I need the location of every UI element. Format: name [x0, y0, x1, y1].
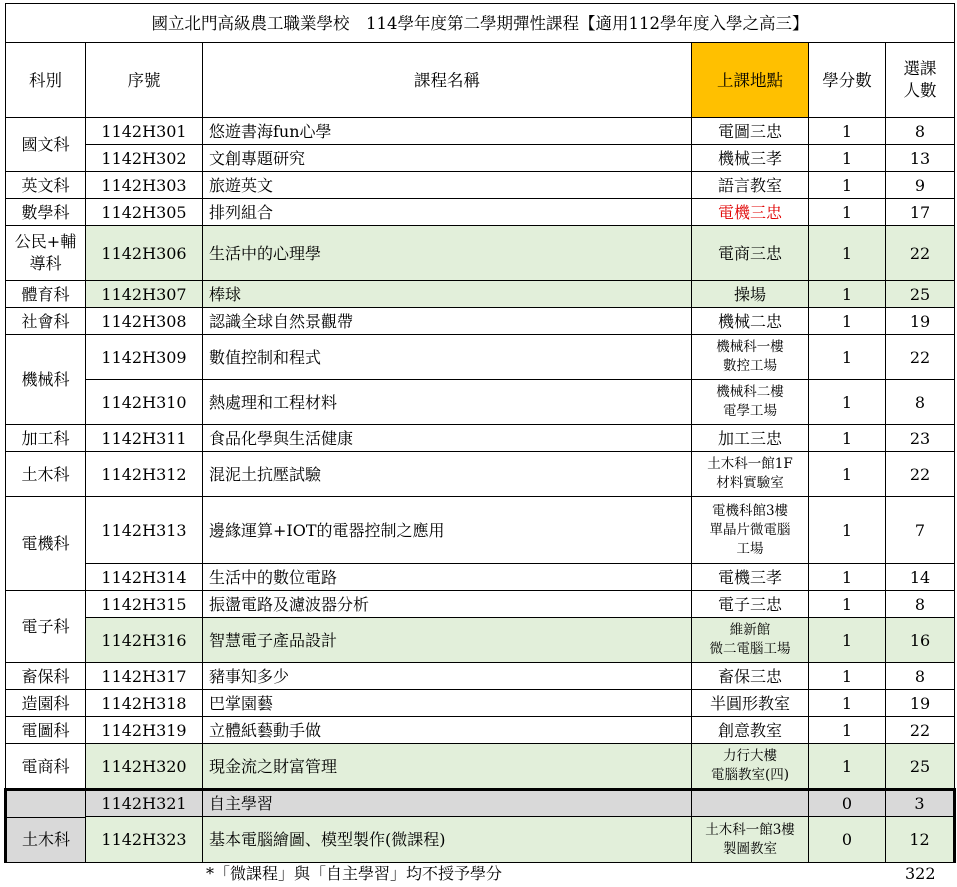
code-cell: 1142H316 [86, 618, 203, 663]
count-cell: 22 [886, 717, 955, 744]
credits-cell: 1 [809, 380, 886, 425]
count-cell: 12 [886, 817, 955, 863]
table-row [6, 817, 955, 863]
location-cell: 機械二忠 [692, 308, 809, 335]
course-cell: 數值控制和程式 [203, 335, 692, 380]
credits-cell: 1 [809, 452, 886, 497]
table-row [6, 591, 955, 618]
course-cell: 生活中的數位電路 [203, 564, 692, 591]
location-cell: 畜保三忠 [692, 663, 809, 690]
course-cell: 認識全球自然景觀帶 [203, 308, 692, 335]
code-cell: 1142H301 [86, 118, 203, 145]
dept-cell: 機械科 [6, 335, 86, 425]
location-cell: 機械三孝 [692, 145, 809, 172]
table-row [6, 380, 955, 425]
code-cell: 1142H317 [86, 663, 203, 690]
code-cell: 1142H311 [86, 425, 203, 452]
code-cell: 1142H314 [86, 564, 203, 591]
dept-cell: 電商科 [6, 744, 86, 790]
header-enrollment: 選課 人數 [886, 43, 955, 118]
table-row [6, 145, 955, 172]
credits-cell: 1 [809, 717, 886, 744]
credits-cell: 0 [809, 790, 886, 817]
count-cell: 9 [886, 172, 955, 199]
table-row [6, 172, 955, 199]
credits-cell: 1 [809, 172, 886, 199]
header-row [6, 43, 955, 118]
location-cell: 力行大樓 電腦教室(四) [692, 744, 809, 790]
sheet-title: 國立北門高級農工職業學校 114學年度第二學期彈性課程【適用112學年度入學之高三】 [6, 4, 955, 43]
location-cell: 機械科一樓 數控工場 [692, 335, 809, 380]
code-cell: 1142H313 [86, 497, 203, 564]
location-cell: 半圓形教室 [692, 690, 809, 717]
location-cell: 機械科二樓 電學工場 [692, 380, 809, 425]
count-cell: 25 [886, 744, 955, 790]
code-cell: 1142H303 [86, 172, 203, 199]
code-cell: 1142H318 [86, 690, 203, 717]
count-cell: 3 [886, 790, 955, 817]
table-row [6, 281, 955, 308]
dept-cell: 加工科 [6, 425, 86, 452]
course-cell: 基本電腦繪圖、模型製作(微課程) [203, 817, 692, 863]
credits-cell: 1 [809, 744, 886, 790]
dept-cell: 英文科 [6, 172, 86, 199]
course-cell: 智慧電子產品設計 [203, 618, 692, 663]
table-row [6, 618, 955, 663]
dept-cell: 電機科 [6, 497, 86, 591]
table-row [6, 744, 955, 790]
header-code: 序號 [86, 43, 203, 118]
table-row [6, 452, 955, 497]
table-row [6, 308, 955, 335]
location-cell: 土木科一館3樓 製圖教室 [692, 817, 809, 863]
table-row [6, 564, 955, 591]
table-row [6, 226, 955, 281]
credits-cell: 1 [809, 118, 886, 145]
location-cell: 電商三忠 [692, 226, 809, 281]
location-cell: 語言教室 [692, 172, 809, 199]
code-cell: 1142H312 [86, 452, 203, 497]
dept-cell: 土木科 [6, 452, 86, 497]
code-cell: 1142H320 [86, 744, 203, 790]
location-cell: 電子三忠 [692, 591, 809, 618]
code-cell: 1142H321 [86, 790, 203, 817]
course-cell: 文創專題研究 [203, 145, 692, 172]
location-cell: 創意教室 [692, 717, 809, 744]
location-cell: 電機三忠 [692, 199, 809, 226]
credits-cell: 1 [809, 425, 886, 452]
header-credits: 學分數 [809, 43, 886, 118]
credits-cell: 1 [809, 690, 886, 717]
code-cell: 1142H305 [86, 199, 203, 226]
credits-cell: 1 [809, 564, 886, 591]
count-cell: 7 [886, 497, 955, 564]
code-cell: 1142H307 [86, 281, 203, 308]
course-cell: 巴掌園藝 [203, 690, 692, 717]
credits-cell: 1 [809, 591, 886, 618]
credits-cell: 1 [809, 497, 886, 564]
count-cell: 16 [886, 618, 955, 663]
count-cell: 19 [886, 308, 955, 335]
credits-cell: 1 [809, 663, 886, 690]
dept-cell: 國文科 [6, 118, 86, 172]
count-cell: 19 [886, 690, 955, 717]
dept-cell: 公民+輔導科 [6, 226, 86, 281]
code-cell: 1142H308 [86, 308, 203, 335]
location-cell: 電機科館3樓 單晶片微電腦 工場 [692, 497, 809, 564]
title-row [6, 4, 955, 43]
credits-cell: 1 [809, 199, 886, 226]
code-cell: 1142H315 [86, 591, 203, 618]
dept-cell: 電子科 [6, 591, 86, 663]
dept-cell: 數學科 [6, 199, 86, 226]
location-cell: 電機三孝 [692, 564, 809, 591]
dept-cell: 電圖科 [6, 717, 86, 744]
location-cell: 土木科一館1F 材料實驗室 [692, 452, 809, 497]
credits-cell: 0 [809, 817, 886, 863]
header-course: 課程名稱 [203, 43, 692, 118]
code-cell: 1142H302 [86, 145, 203, 172]
location-cell [692, 790, 809, 817]
course-cell: 自主學習 [203, 790, 692, 817]
code-cell: 1142H306 [86, 226, 203, 281]
location-cell: 維新館 微二電腦工場 [692, 618, 809, 663]
dept-cell: 造園科 [6, 690, 86, 717]
course-cell: 旅遊英文 [203, 172, 692, 199]
table-row [6, 335, 955, 380]
credits-cell: 1 [809, 335, 886, 380]
header-location: 上課地點 [692, 43, 809, 118]
course-cell: 生活中的心理學 [203, 226, 692, 281]
table-row [6, 663, 955, 690]
course-cell: 振盪電路及濾波器分析 [203, 591, 692, 618]
table-row [6, 497, 955, 564]
count-cell: 8 [886, 118, 955, 145]
course-cell: 豬事知多少 [203, 663, 692, 690]
table-row [6, 199, 955, 226]
course-cell: 立體紙藝動手做 [203, 717, 692, 744]
count-cell: 25 [886, 281, 955, 308]
dept-cell: 體育科 [6, 281, 86, 308]
dept-cell: 社會科 [6, 308, 86, 335]
count-cell: 8 [886, 591, 955, 618]
code-cell: 1142H310 [86, 380, 203, 425]
table-row [6, 118, 955, 145]
dept-cell: 畜保科 [6, 663, 86, 690]
count-cell: 8 [886, 380, 955, 425]
course-cell: 邊緣運算+IOT的電器控制之應用 [203, 497, 692, 564]
course-cell: 悠遊書海fun心學 [203, 118, 692, 145]
header-dept: 科別 [6, 43, 86, 118]
credits-cell: 1 [809, 308, 886, 335]
course-sheet [4, 3, 953, 863]
credits-cell: 1 [809, 618, 886, 663]
count-cell: 8 [886, 663, 955, 690]
total-count: 322 [905, 864, 936, 883]
dept-cell: 土木科 [6, 790, 86, 863]
course-cell: 食品化學與生活健康 [203, 425, 692, 452]
credits-cell: 1 [809, 281, 886, 308]
count-cell: 17 [886, 199, 955, 226]
table-row [6, 717, 955, 744]
count-cell: 14 [886, 564, 955, 591]
code-cell: 1142H319 [86, 717, 203, 744]
count-cell: 22 [886, 335, 955, 380]
course-cell: 混泥土抗壓試驗 [203, 452, 692, 497]
table-row [6, 690, 955, 717]
count-cell: 23 [886, 425, 955, 452]
code-cell: 1142H323 [86, 817, 203, 863]
credits-cell: 1 [809, 145, 886, 172]
course-table [4, 3, 956, 863]
footnote: *「微課程」與「自主學習」均不授予學分 [206, 864, 503, 883]
count-cell: 22 [886, 226, 955, 281]
count-cell: 13 [886, 145, 955, 172]
course-cell: 現金流之財富管理 [203, 744, 692, 790]
count-cell: 22 [886, 452, 955, 497]
code-cell: 1142H309 [86, 335, 203, 380]
course-cell: 排列組合 [203, 199, 692, 226]
course-cell: 熱處理和工程材料 [203, 380, 692, 425]
table-row [6, 425, 955, 452]
location-cell: 加工三忠 [692, 425, 809, 452]
table-row [6, 790, 955, 817]
location-cell: 電圖三忠 [692, 118, 809, 145]
course-cell: 棒球 [203, 281, 692, 308]
location-cell: 操場 [692, 281, 809, 308]
credits-cell: 1 [809, 226, 886, 281]
